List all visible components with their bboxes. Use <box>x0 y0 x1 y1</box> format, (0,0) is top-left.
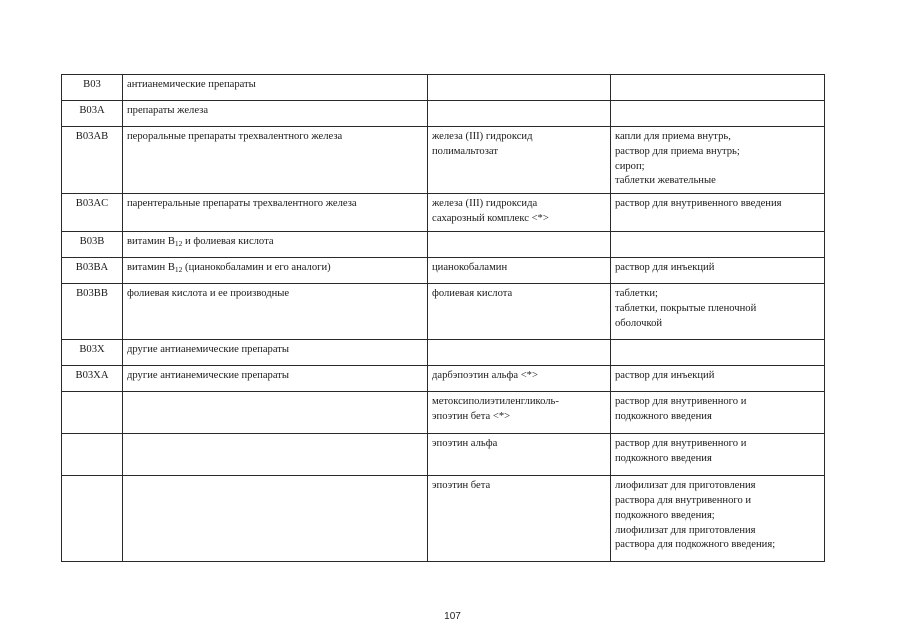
atc-code-cell <box>62 258 123 284</box>
dosage-form-text: лиофилизат для приготовления <box>615 524 756 536</box>
table-row <box>62 127 825 194</box>
group-text: другие антианемические препараты <box>127 370 289 382</box>
dosage-form-cell <box>611 476 825 562</box>
dosage-form-cell <box>611 232 825 258</box>
group-cell <box>123 258 428 284</box>
group-text-suffix: и фолиевая кислота <box>182 236 274 248</box>
atc-code-cell <box>62 232 123 258</box>
group-text-prefix: витамин B <box>127 236 175 248</box>
substance-text: железа (III) гидроксид <box>432 131 533 142</box>
substance-text: цианокобаламин <box>432 262 508 274</box>
group-cell <box>123 101 428 127</box>
substance-cell <box>428 75 611 101</box>
dosage-form-cell <box>611 392 825 434</box>
table-row <box>62 284 825 340</box>
dosage-form-text: подкожного введения <box>615 410 712 422</box>
group-cell <box>123 340 428 366</box>
dosage-form-cell <box>611 127 825 194</box>
substance-text: эпоэтин бета <*> <box>432 410 511 422</box>
dosage-form-cell <box>611 340 825 366</box>
atc-code: B03B <box>79 236 105 248</box>
atc-code-cell <box>62 366 123 392</box>
table-row <box>62 392 825 434</box>
table-row <box>62 194 825 232</box>
dosage-form-cell <box>611 284 825 340</box>
dosage-form-text: оболочкой <box>615 317 663 329</box>
group-text <box>127 235 423 250</box>
atc-code: B03 <box>83 79 101 90</box>
dosage-form-cell <box>611 366 825 392</box>
table-row <box>62 232 825 258</box>
atc-code: B03AC <box>75 198 109 210</box>
atc-code: B03BB <box>76 288 108 300</box>
substance-text: полимальтозат <box>432 145 498 157</box>
group-text: фолиевая кислота и ее производные <box>127 288 290 300</box>
substance-cell <box>428 127 611 194</box>
dosage-form-text: таблетки; <box>615 288 658 300</box>
atc-code-cell <box>62 284 123 340</box>
group-cell <box>123 392 428 434</box>
substance-cell <box>428 392 611 434</box>
dosage-form-text: подкожного введения; <box>615 509 715 521</box>
group-cell <box>123 476 428 562</box>
dosage-form-text: лиофилизат для приготовления <box>615 480 756 492</box>
dosage-form-text: подкожного введения <box>615 452 712 464</box>
substance-cell <box>428 232 611 258</box>
substance-text: сахарозный комплекс <*> <box>432 212 549 224</box>
dosage-form-text: раствор для внутривенного введения <box>615 198 782 210</box>
substance-text: фолиевая кислота <box>432 288 513 300</box>
atc-code: B03XA <box>75 370 109 382</box>
group-text-subscript: 12 <box>174 265 183 275</box>
group-cell <box>123 434 428 476</box>
substance-cell <box>428 284 611 340</box>
substance-text: дарбэпоэтин альфа <*> <box>432 370 538 382</box>
group-cell <box>123 366 428 392</box>
substance-cell <box>428 101 611 127</box>
group-text: другие антианемические препараты <box>127 344 289 356</box>
group-cell <box>123 284 428 340</box>
dosage-form-text: раствор для приема внутрь; <box>615 145 740 157</box>
table-row <box>62 258 825 284</box>
table-row <box>62 476 825 562</box>
dosage-form-text: таблетки жевательные <box>615 175 716 187</box>
atc-code-cell <box>62 392 123 434</box>
group-text: антианемические препараты <box>127 79 256 90</box>
dosage-form-cell <box>611 258 825 284</box>
dosage-form-text: таблетки, покрытые пленочной <box>615 302 757 314</box>
atc-code-cell <box>62 476 123 562</box>
table-row <box>62 101 825 127</box>
atc-code-cell <box>62 127 123 194</box>
dosage-form-text: раствора для внутривенного и <box>615 494 752 506</box>
group-text: парентеральные препараты трехвалентного железа <box>127 198 357 210</box>
group-text: пероральные препараты трехвалентного железа <box>127 131 343 142</box>
dosage-form-cell <box>611 101 825 127</box>
dosage-form-text: раствор для внутривенного и <box>615 438 747 450</box>
dosage-form-text: раствор для инъекций <box>615 370 715 382</box>
dosage-form-text: раствор для внутривенного и <box>615 396 747 408</box>
group-cell <box>123 127 428 194</box>
dosage-form-text: раствор для инъекций <box>615 262 715 274</box>
group-cell <box>123 75 428 101</box>
dosage-form-cell <box>611 434 825 476</box>
atc-code-cell <box>62 101 123 127</box>
group-text-prefix: витамин B <box>127 262 175 274</box>
atc-code-cell <box>62 340 123 366</box>
substance-text: железа (III) гидроксида <box>432 198 538 210</box>
table-row <box>62 366 825 392</box>
dosage-form-cell <box>611 75 825 101</box>
group-text <box>127 261 423 276</box>
substance-cell <box>428 194 611 232</box>
table-body <box>62 75 825 562</box>
substance-cell <box>428 340 611 366</box>
dosage-form-text: раствора для подкожного введения; <box>615 539 776 551</box>
group-cell <box>123 194 428 232</box>
atc-code-cell <box>62 434 123 476</box>
group-text-subscript: 12 <box>174 239 183 249</box>
atc-code: B03X <box>79 344 105 356</box>
group-cell <box>123 232 428 258</box>
drug-table <box>61 74 825 562</box>
substance-cell <box>428 434 611 476</box>
atc-code: B03BA <box>75 262 109 274</box>
substance-cell <box>428 476 611 562</box>
atc-code-cell <box>62 75 123 101</box>
atc-code: B03AB <box>75 131 109 142</box>
substance-text: эпоэтин бета <box>432 480 491 492</box>
atc-code-cell <box>62 194 123 232</box>
dosage-form-cell <box>611 194 825 232</box>
table-row <box>62 434 825 476</box>
group-text-suffix: (цианокобаламин и его аналоги) <box>182 262 331 274</box>
group-text: препараты железа <box>127 105 209 116</box>
substance-cell <box>428 366 611 392</box>
table-row <box>62 340 825 366</box>
substance-text: эпоэтин альфа <box>432 438 498 450</box>
atc-code: B03A <box>79 105 105 116</box>
page-number: 107 <box>444 611 461 622</box>
dosage-form-text: капли для приема внутрь, <box>615 131 731 142</box>
dosage-form-text: сироп; <box>615 160 645 172</box>
table-row <box>62 75 825 101</box>
substance-cell <box>428 258 611 284</box>
substance-text: метоксиполиэтиленгликоль- <box>432 396 559 408</box>
